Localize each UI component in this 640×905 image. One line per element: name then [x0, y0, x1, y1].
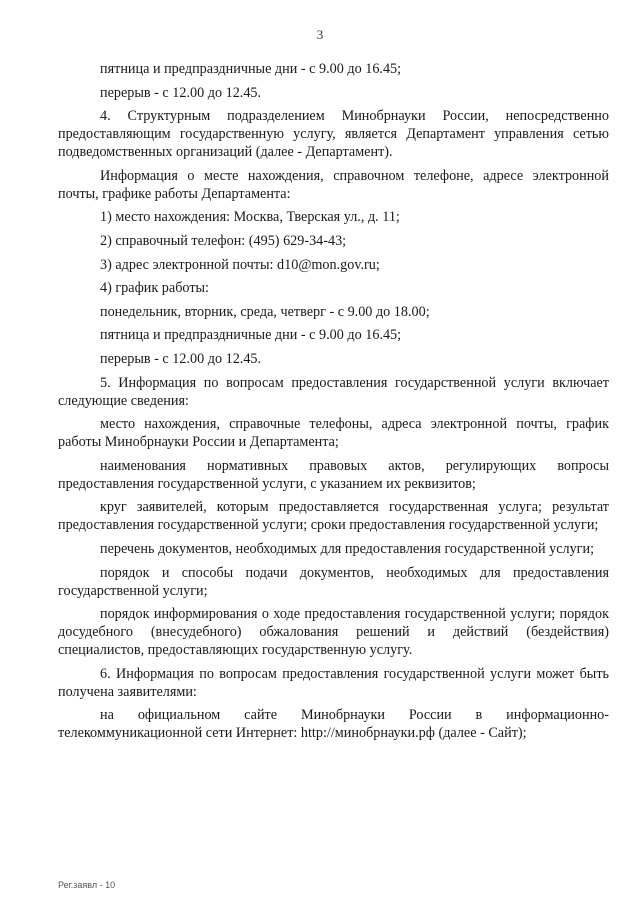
paragraph-info-legal-acts: наименования нормативных правовых актов, регулирующих вопросы предоставления государственной услуги, с указанием их реквизитов; — [58, 457, 609, 492]
page-number: 3 — [316, 27, 324, 42]
paragraph-item-5: 5. Информация по вопросам предоставления государственной услуги включает следующие сведения: — [58, 374, 609, 409]
footer-registration-mark: Рег.заявл - 10 — [58, 880, 116, 890]
paragraph-item-4: 4. Структурным подразделением Минобрнауки России, непосредственно предоставляющим государственную услугу, является Департамент управления сетью подведомственных организаций (далее - Департамент). — [58, 108, 609, 161]
paragraph-schedule-break-2: перерыв - с 12.00 до 12.45. — [100, 350, 262, 367]
paragraph-official-site: на официальном сайте Минобрнауки России в информационно-телекоммуникационной сети Интернет: http://минобрнауки.рф (далее - Сайт); — [58, 707, 609, 742]
paragraph-schedule-friday-2: пятница и предпраздничные дни - с 9.00 до 16.45; — [100, 327, 402, 344]
paragraph-info-appeal: порядок информирования о ходе предоставления государственной услуги; порядок досудебного (внесудебного) обжалования решений и действий (бездействия) специалистов, предоставляющих государственную услугу. — [58, 606, 609, 659]
paragraph-phone: 2) справочный телефон: (495) 629-34-43; — [100, 232, 347, 249]
paragraph-info-submission: порядок и способы подачи документов, необходимых для предоставления государственной услуги; — [58, 564, 609, 599]
paragraph-info-applicants: круг заявителей, которым предоставляется государственная услуга; результат предоставления государственной услуги; сроки предоставления государственной услуги; — [58, 499, 609, 534]
paragraph-department-info: Информация о месте нахождения, справочном телефоне, адресе электронной почты, графике работы Департамента: — [58, 167, 609, 202]
paragraph-schedule-break: перерыв - с 12.00 до 12.45. — [100, 84, 262, 101]
paragraph-schedule-heading: 4) график работы: — [100, 280, 209, 297]
paragraph-schedule-friday: пятница и предпраздничные дни - с 9.00 до 16.45; — [100, 61, 402, 77]
paragraph-info-documents: перечень документов, необходимых для предоставления государственной услуги; — [100, 540, 595, 557]
paragraph-location: 1) место нахождения: Москва, Тверская ул., д. 11; — [100, 209, 400, 226]
paragraph-info-location: место нахождения, справочные телефоны, адреса электронной почты, график работы Минобрнауки России и Департамента; — [58, 416, 609, 451]
document-body — [58, 60, 609, 748]
paragraph-schedule-weekdays: понедельник, вторник, среда, четверг - с 9.00 до 18.00; — [100, 303, 430, 320]
paragraph-item-6: 6. Информация по вопросам предоставления государственной услуги может быть получена заявителями: — [58, 665, 609, 700]
paragraph-email: 3) адрес электронной почты: d10@mon.gov.ru; — [100, 256, 380, 273]
